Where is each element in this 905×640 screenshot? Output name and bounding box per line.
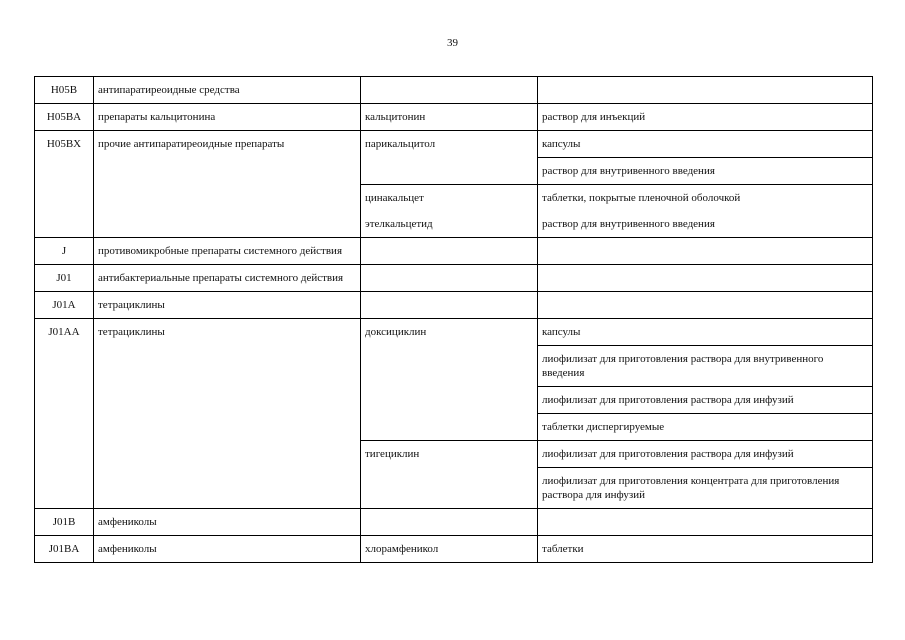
dosage-form xyxy=(538,509,873,536)
drug-name xyxy=(361,509,538,536)
dosage-form: раствор для внутривенного введения xyxy=(538,158,873,185)
drug-name: парикальцитол xyxy=(361,131,538,185)
atc-group-name: амфениколы xyxy=(94,509,361,536)
dosage-form: капсулы xyxy=(538,131,873,158)
dosage-form: лиофилизат для приготовления раствора для инфузий xyxy=(538,441,873,468)
atc-group-name: антибактериальные препараты системного действия xyxy=(94,265,361,292)
page-number: 39 xyxy=(447,37,458,49)
drug-name: цинакальцет xyxy=(361,185,538,212)
atc-code: H05BX xyxy=(35,131,94,238)
dosage-form: лиофилизат для приготовления раствора для инфузий xyxy=(538,387,873,414)
dosage-form xyxy=(538,77,873,104)
table-row xyxy=(35,319,873,346)
dosage-form: раствор для инъекций xyxy=(538,104,873,131)
atc-code: J xyxy=(35,238,94,265)
atc-code: J01BA xyxy=(35,536,94,563)
atc-group-name: препараты кальцитонина xyxy=(94,104,361,131)
drug-table xyxy=(34,76,873,563)
atc-code: J01AA xyxy=(35,319,94,509)
dosage-form: капсулы xyxy=(538,319,873,346)
drug-name: хлорамфеникол xyxy=(361,536,538,563)
table-row xyxy=(35,104,873,131)
atc-group-name: противомикробные препараты системного действия xyxy=(94,238,361,265)
table-row xyxy=(35,77,873,104)
atc-group-name: прочие антипаратиреоидные препараты xyxy=(94,131,361,238)
atc-group-name: амфениколы xyxy=(94,536,361,563)
table-row xyxy=(35,536,873,563)
atc-code: H05BA xyxy=(35,104,94,131)
dosage-form: таблетки, покрытые пленочной оболочкой xyxy=(538,185,873,212)
atc-code: J01B xyxy=(35,509,94,536)
atc-code: J01 xyxy=(35,265,94,292)
dosage-form xyxy=(538,238,873,265)
dosage-form xyxy=(538,265,873,292)
drug-name: доксициклин xyxy=(361,319,538,441)
dosage-form: лиофилизат для приготовления раствора для внутривенного введения xyxy=(538,346,873,387)
atc-code: J01A xyxy=(35,292,94,319)
table-row xyxy=(35,292,873,319)
drug-name: кальцитонин xyxy=(361,104,538,131)
atc-code: H05B xyxy=(35,77,94,104)
atc-group-name: антипаратиреоидные средства xyxy=(94,77,361,104)
table-row xyxy=(35,265,873,292)
atc-group-name: тетрациклины xyxy=(94,292,361,319)
drug-name: этелкальцетид xyxy=(361,211,538,238)
drug-name xyxy=(361,265,538,292)
dosage-form: лиофилизат для приготовления концентрата для приготовления раствора для инфузий xyxy=(538,468,873,509)
drug-name: тигециклин xyxy=(361,441,538,509)
dosage-form: таблетки xyxy=(538,536,873,563)
drug-name xyxy=(361,238,538,265)
atc-group-name: тетрациклины xyxy=(94,319,361,509)
table-row xyxy=(35,509,873,536)
dosage-form: раствор для внутривенного введения xyxy=(538,211,873,238)
drug-name xyxy=(361,77,538,104)
table-row xyxy=(35,131,873,158)
table-row xyxy=(35,238,873,265)
dosage-form xyxy=(538,292,873,319)
dosage-form: таблетки диспергируемые xyxy=(538,414,873,441)
drug-name xyxy=(361,292,538,319)
